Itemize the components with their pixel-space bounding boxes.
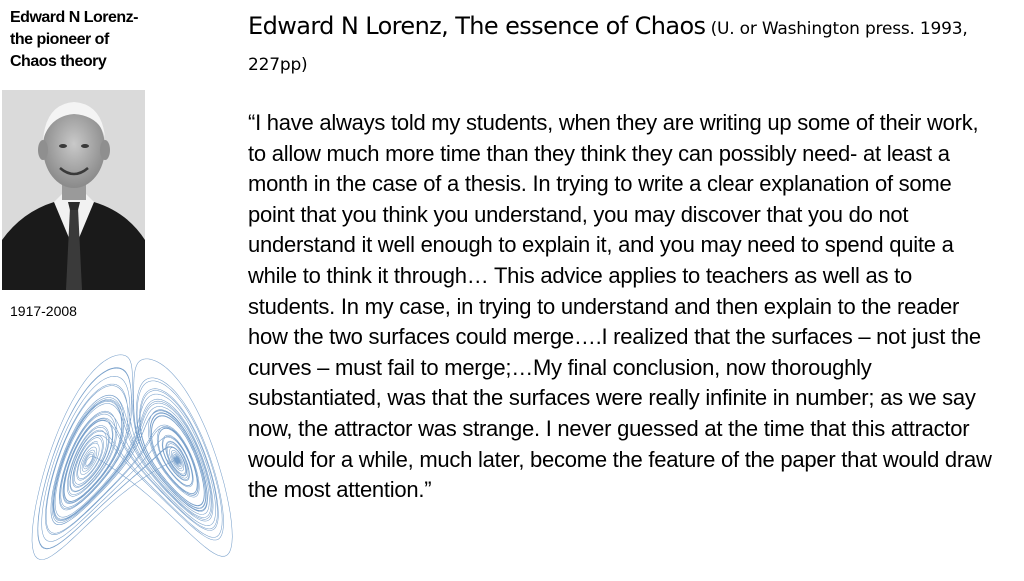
book-title: Edward N Lorenz, The essence of Chaos	[248, 12, 706, 40]
portrait-caption	[10, 7, 170, 73]
book-publication: (U. or Washington press. 1993, 227pp)	[248, 19, 968, 75]
caption-line-2: the pioneer of	[10, 31, 109, 48]
caption-line-1: Edward N Lorenz-	[10, 9, 139, 26]
attractor-trajectory	[32, 355, 232, 560]
lorenz-quote: “I have always told my students, when they are writing up some of their work, to allow much more time than they think they can possibly need- at least a month in the case of a thesis. In trying to write a clear explanation of some point that you think you understand, you may discover that you do not understand it well enough to explain it, and you may need to spend quite a while to think it through… This advice applies to teachers as well as to students. In my case, in trying to understand and then explain to the reader how the two surfaces could merge….I realized that the surfaces – not just the curves – must fail to merge;…My final conclusion, now thoroughly substantiated, was that the surfaces were really infinite in number; as we say now, the attractor was strange. I never guessed at the time that this attractor would for a while, much later, become the feature of the paper that would draw the most attention.”	[248, 110, 992, 503]
life-years: 1917-2008	[10, 303, 77, 319]
caption-line-3: Chaos theory	[10, 53, 107, 70]
book-reference	[248, 8, 1008, 83]
portrait-photo-icon	[2, 90, 145, 290]
lorenz-attractor-icon	[18, 318, 248, 576]
